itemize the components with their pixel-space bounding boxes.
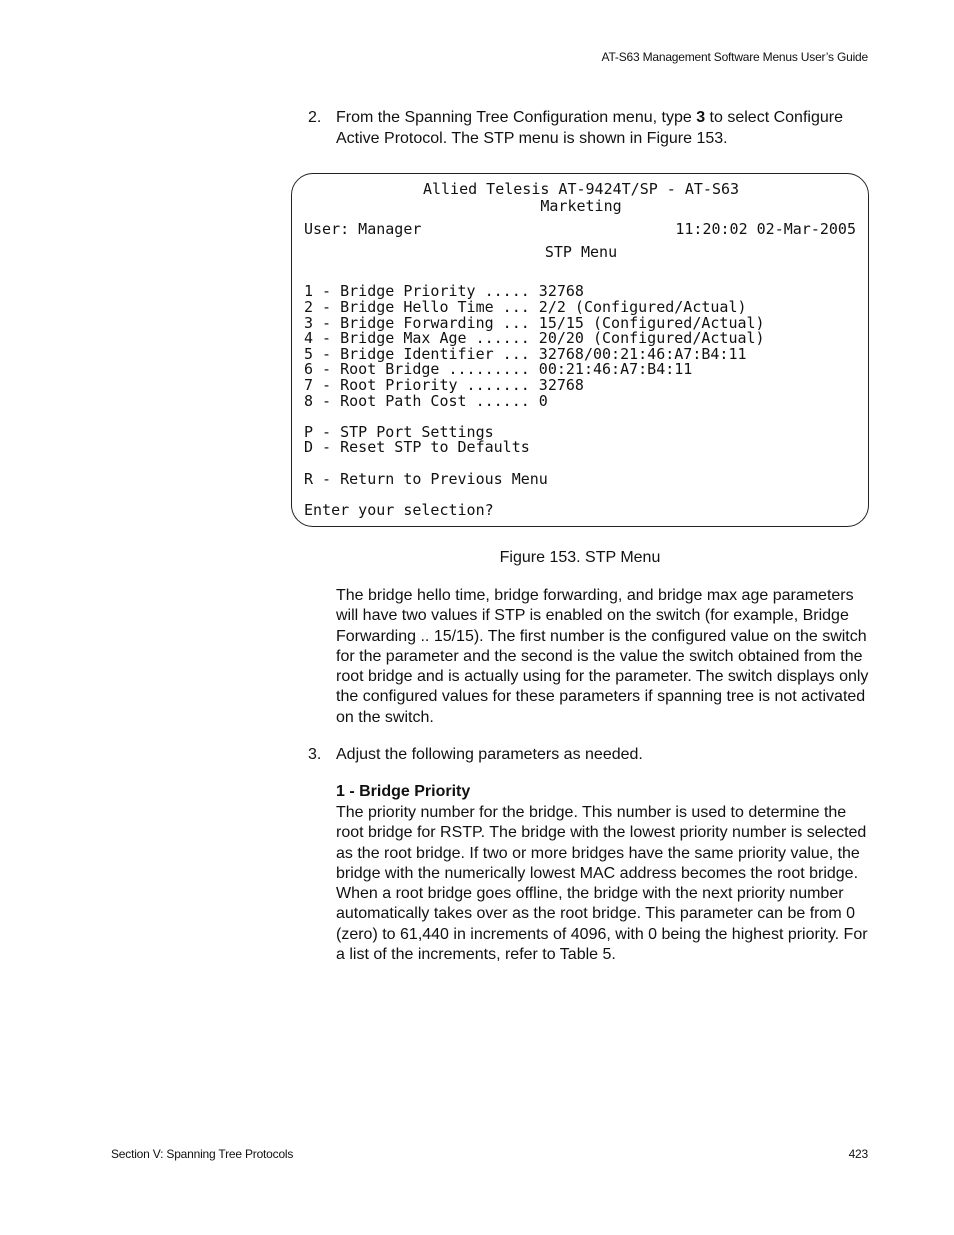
terminal-user: User: Manager [304,220,422,238]
menu-item: 6 - Root Bridge ......... 00:21:46:A7:B4:11 [304,360,693,378]
menu-item: 1 - Bridge Priority ..... 32768 [304,282,584,300]
parameter-heading: 1 - Bridge Priority [336,783,471,800]
step-number: 3. [308,746,322,763]
parameter-description: The priority number for the bridge. This number is used to determine the root bridge for RSTP. The bridge with the lowest priority number is selected as the root bridge. If two or more bridges have the same priority value, the bridge with the numerically lowest MAC address becomes the root bridge. When a root bridge goes offline, the bridge with the next priority number automatically takes over as the root bridge. This parameter can be from 0 (zero) to 61,440 in increments of 4096, with 0 being the highest priority. For a list of the increments, refer to Table 5. [336,804,868,964]
menu-item: 5 - Bridge Identifier ... 32768/00:21:46:A7:B4:11 [304,345,747,363]
terminal-prompt: Enter your selection? [304,501,494,519]
terminal-screen [291,173,869,527]
terminal-subtitle: Marketing [540,197,622,215]
step-text: Adjust the following parameters as needed. [336,746,643,763]
running-header: AT-S63 Management Software Menus User’s Guide [601,50,868,64]
figure-caption: Figure 153. STP Menu [499,549,661,566]
menu-option-p: P - STP Port Settings [304,423,494,441]
menu-item: 3 - Bridge Forwarding ... 15/15 (Configured/Actual) [304,314,765,332]
menu-option-d: D - Reset STP to Defaults [304,438,530,456]
body-paragraph: The bridge hello time, bridge forwarding, and bridge max age parameters will have two values if STP is enabled on the switch (for example, Bridge Forwarding .. 15/15). The first number is the configured value on the switch for the parameter and the second is the value the switch obtained from the root bridge and is actually using for the parameter. The switch displays only the configured values for these parameters if spanning tree is not activated on the switch. [336,587,869,726]
terminal-datetime: 11:20:02 02-Mar-2005 [675,220,856,238]
footer-section: Section V: Spanning Tree Protocols [111,1147,294,1161]
step-text: From the Spanning Tree Configuration menu, type 3 to select Configure Active Protocol. The STP menu is shown in Figure 153. [336,109,843,147]
menu-item: 8 - Root Path Cost ...... 0 [304,392,548,410]
key-bold: 3 [696,109,706,126]
menu-item: 7 - Root Priority ....... 32768 [304,376,584,394]
terminal-title: Allied Telesis AT-9424T/SP - AT-S63 [422,180,740,198]
menu-item: 2 - Bridge Hello Time ... 2/2 (Configured/Actual) [304,298,747,316]
step-number: 2. [308,109,322,126]
page-number: 423 [848,1147,868,1161]
menu-option-r: R - Return to Previous Menu [304,470,548,488]
menu-item: 4 - Bridge Max Age ...... 20/20 (Configured/Actual) [304,329,765,347]
terminal-menu-title: STP Menu [544,243,618,261]
